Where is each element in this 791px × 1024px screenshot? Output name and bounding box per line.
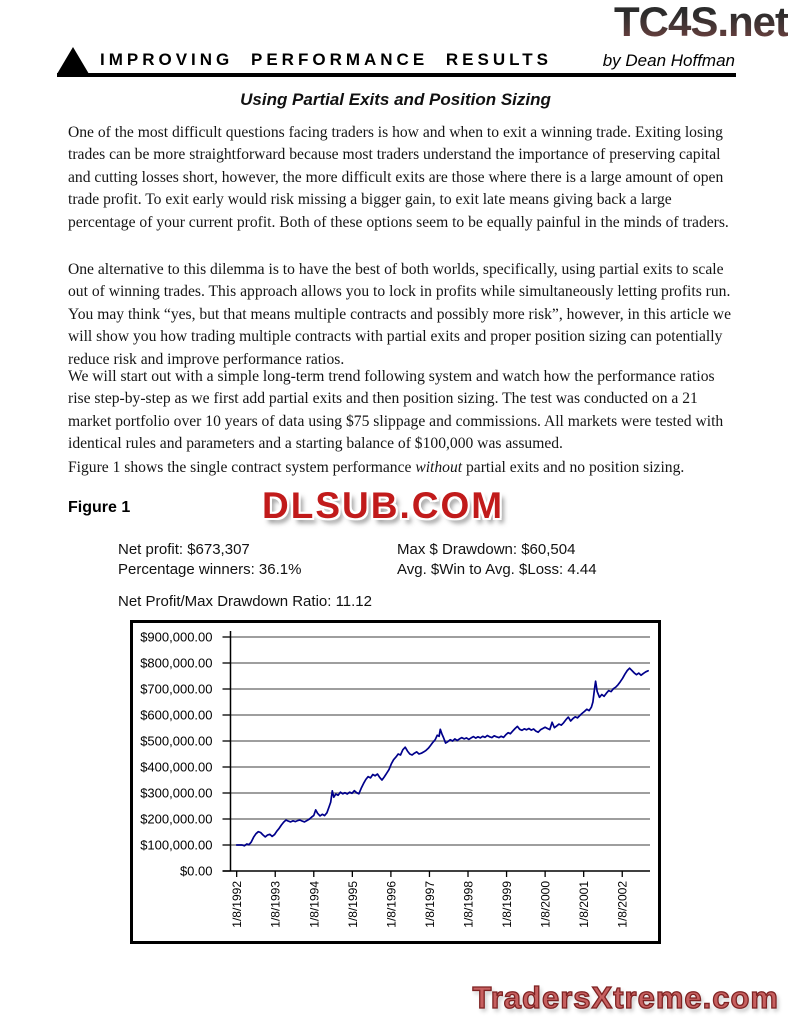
svg-text:1/8/1994: 1/8/1994	[307, 881, 322, 928]
svg-text:$600,000.00: $600,000.00	[140, 707, 213, 723]
svg-text:1/8/1993: 1/8/1993	[268, 881, 283, 928]
paragraph-4-italic-word: without	[415, 459, 463, 476]
tradersxtreme-watermark: TradersXtreme.com	[472, 980, 779, 1015]
paragraph-4-text-end: partial exits and no position sizing.	[462, 459, 685, 476]
svg-text:$500,000.00: $500,000.00	[140, 733, 213, 749]
stat-percentage-winners: Percentage winners: 36.1%	[118, 561, 302, 578]
stat-max-drawdown: Max $ Drawdown: $60,504	[397, 541, 576, 558]
svg-text:$700,000.00: $700,000.00	[140, 681, 213, 697]
tc4s-logo: TC4S.net	[613, 0, 788, 45]
paragraph-4-text: Figure 1 shows the single contract system performance	[68, 459, 416, 476]
header-title: IMPROVING PERFORMANCE RESULTS	[100, 50, 552, 69]
svg-text:$100,000.00: $100,000.00	[140, 837, 213, 853]
svg-text:$300,000.00: $300,000.00	[140, 785, 213, 801]
svg-text:$900,000.00: $900,000.00	[140, 629, 213, 645]
figure-1-label: Figure 1	[68, 499, 131, 516]
figure-1-chart	[130, 620, 661, 944]
stat-profit-drawdown-ratio: Net Profit/Max Drawdown Ratio: 11.12	[118, 593, 372, 610]
svg-text:$0.00: $0.00	[179, 863, 213, 879]
stat-net-profit: Net profit: $673,307	[118, 541, 250, 558]
svg-text:$400,000.00: $400,000.00	[140, 759, 213, 775]
svg-text:$800,000.00: $800,000.00	[140, 655, 213, 671]
svg-text:1/8/1998: 1/8/1998	[461, 881, 476, 928]
paragraph-2: One alternative to this dilemma is to have the best of both worlds, specifically, using partial exits to scale out of winning trades. This approach allows you to lock in profits while simultaneously letting profits run. You may think “yes, but that means multiple contracts and possibly more risk”, however, in this article we will show you how trading multiple contracts with partial exits and proper position sizing can potentially reduce risk and improve performance ratios.	[68, 261, 731, 368]
equity-curve-chart	[133, 623, 658, 941]
triangle-icon	[57, 47, 89, 74]
paragraph-4	[68, 457, 735, 479]
header-rule	[57, 73, 736, 77]
header-byline: by Dean Hoffman	[602, 51, 735, 70]
article-title: Using Partial Exits and Position Sizing	[240, 90, 551, 109]
svg-text:1/8/1997: 1/8/1997	[422, 881, 437, 928]
dlsub-watermark: DLSUB.COM	[262, 485, 505, 526]
svg-text:1/8/1999: 1/8/1999	[500, 881, 515, 928]
svg-text:1/8/1992: 1/8/1992	[230, 881, 245, 928]
paragraph-3: We will start out with a simple long-term trend following system and watch how the performance ratios rise step-by-step as we first add partial exits and then position sizing. The test was conducted on a 21 market portfolio over 10 years of data using $75 slippage and commissions. All markets were tested with identical rules and parameters and a starting balance of $100,000 was assumed.	[68, 368, 724, 453]
svg-text:1/8/1995: 1/8/1995	[345, 881, 360, 928]
svg-text:1/8/2000: 1/8/2000	[538, 881, 553, 928]
svg-text:1/8/1996: 1/8/1996	[384, 881, 399, 928]
paragraph-1: One of the most difficult questions facing traders is how and when to exit a winning trade. Exiting losing trades can be more straightforward because most traders understand the importance of preserving capital and cutting losses short, however, the more difficult exits are those where there is a large amount of open trade profit. To exit early would risk missing a bigger gain, to exit late means giving back a large percentage of your current profit. Both of these options seem to be equally painful in the minds of traders.	[68, 124, 729, 231]
svg-text:1/8/2002: 1/8/2002	[615, 881, 630, 928]
svg-text:$200,000.00: $200,000.00	[140, 811, 213, 827]
stat-avg-win-loss: Avg. $Win to Avg. $Loss: 4.44	[397, 561, 597, 578]
svg-text:1/8/2001: 1/8/2001	[577, 881, 592, 928]
